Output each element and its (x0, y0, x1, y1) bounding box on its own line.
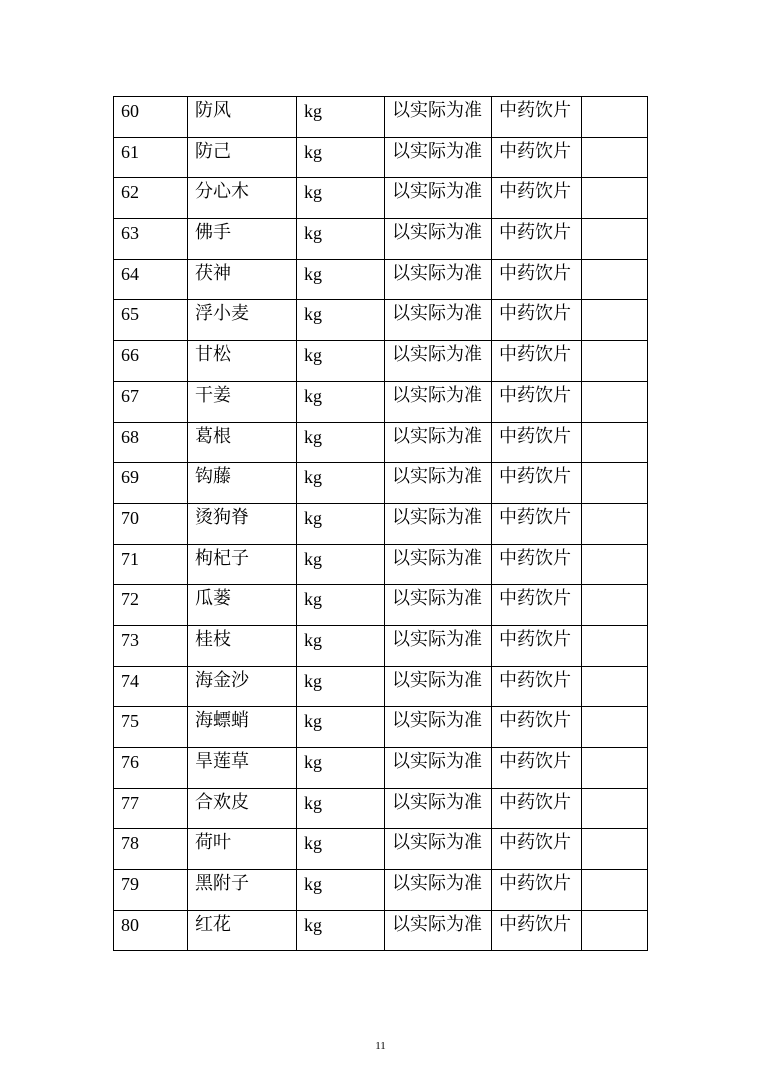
row-number-cell: 69 (114, 463, 188, 504)
remark-cell (582, 585, 648, 626)
herb-name-cell: 防风 (188, 97, 297, 138)
herb-name-cell: 荷叶 (188, 829, 297, 870)
row-number-cell: 68 (114, 422, 188, 463)
category-cell: 中药饮片 (492, 544, 582, 585)
price-cell: 以实际为准 (385, 625, 492, 666)
price-cell: 以实际为准 (385, 788, 492, 829)
table-row (114, 97, 648, 138)
herb-name-cell: 甘松 (188, 341, 297, 382)
unit-cell: kg (297, 829, 385, 870)
table-row (114, 585, 648, 626)
price-cell: 以实际为准 (385, 219, 492, 260)
table-row (114, 137, 648, 178)
price-cell: 以实际为准 (385, 910, 492, 951)
row-number-cell: 67 (114, 381, 188, 422)
remark-cell (582, 341, 648, 382)
herb-name-cell: 海螵蛸 (188, 707, 297, 748)
remark-cell (582, 829, 648, 870)
price-cell: 以实际为准 (385, 300, 492, 341)
table-row (114, 219, 648, 260)
row-number-cell: 61 (114, 137, 188, 178)
unit-cell: kg (297, 341, 385, 382)
price-cell: 以实际为准 (385, 585, 492, 626)
category-cell: 中药饮片 (492, 178, 582, 219)
herb-name-cell: 合欢皮 (188, 788, 297, 829)
remark-cell (582, 178, 648, 219)
row-number-cell: 79 (114, 870, 188, 911)
table-row (114, 707, 648, 748)
table-row (114, 829, 648, 870)
herb-name-cell: 红花 (188, 910, 297, 951)
category-cell: 中药饮片 (492, 585, 582, 626)
row-number-cell: 75 (114, 707, 188, 748)
price-cell: 以实际为准 (385, 137, 492, 178)
remark-cell (582, 300, 648, 341)
price-cell: 以实际为准 (385, 829, 492, 870)
table-row (114, 870, 648, 911)
remark-cell (582, 625, 648, 666)
category-cell: 中药饮片 (492, 503, 582, 544)
table-row (114, 178, 648, 219)
row-number-cell: 62 (114, 178, 188, 219)
price-cell: 以实际为准 (385, 381, 492, 422)
table-row (114, 422, 648, 463)
herb-price-table (113, 96, 648, 951)
unit-cell: kg (297, 870, 385, 911)
herb-name-cell: 旱莲草 (188, 748, 297, 789)
table-row (114, 463, 648, 504)
remark-cell (582, 381, 648, 422)
herb-name-cell: 枸杞子 (188, 544, 297, 585)
unit-cell: kg (297, 137, 385, 178)
row-number-cell: 65 (114, 300, 188, 341)
unit-cell: kg (297, 300, 385, 341)
unit-cell: kg (297, 707, 385, 748)
herb-name-cell: 钩藤 (188, 463, 297, 504)
unit-cell: kg (297, 625, 385, 666)
table-row (114, 341, 648, 382)
category-cell: 中药饮片 (492, 300, 582, 341)
remark-cell (582, 666, 648, 707)
row-number-cell: 74 (114, 666, 188, 707)
price-cell: 以实际为准 (385, 259, 492, 300)
herb-name-cell: 瓜蒌 (188, 585, 297, 626)
herb-name-cell: 分心木 (188, 178, 297, 219)
category-cell: 中药饮片 (492, 666, 582, 707)
price-cell: 以实际为准 (385, 870, 492, 911)
price-cell: 以实际为准 (385, 178, 492, 219)
category-cell: 中药饮片 (492, 707, 582, 748)
price-cell: 以实际为准 (385, 463, 492, 504)
table-row (114, 788, 648, 829)
remark-cell (582, 870, 648, 911)
row-number-cell: 71 (114, 544, 188, 585)
price-cell: 以实际为准 (385, 748, 492, 789)
category-cell: 中药饮片 (492, 137, 582, 178)
unit-cell: kg (297, 219, 385, 260)
category-cell: 中药饮片 (492, 910, 582, 951)
unit-cell: kg (297, 503, 385, 544)
table-row (114, 381, 648, 422)
category-cell: 中药饮片 (492, 625, 582, 666)
table-row (114, 259, 648, 300)
remark-cell (582, 422, 648, 463)
price-cell: 以实际为准 (385, 341, 492, 382)
unit-cell: kg (297, 748, 385, 789)
row-number-cell: 80 (114, 910, 188, 951)
row-number-cell: 72 (114, 585, 188, 626)
herb-name-cell: 茯神 (188, 259, 297, 300)
category-cell: 中药饮片 (492, 788, 582, 829)
category-cell: 中药饮片 (492, 259, 582, 300)
table-row (114, 748, 648, 789)
row-number-cell: 63 (114, 219, 188, 260)
unit-cell: kg (297, 544, 385, 585)
price-cell: 以实际为准 (385, 422, 492, 463)
row-number-cell: 70 (114, 503, 188, 544)
category-cell: 中药饮片 (492, 341, 582, 382)
remark-cell (582, 219, 648, 260)
herb-name-cell: 防己 (188, 137, 297, 178)
unit-cell: kg (297, 585, 385, 626)
unit-cell: kg (297, 259, 385, 300)
remark-cell (582, 788, 648, 829)
remark-cell (582, 463, 648, 504)
row-number-cell: 60 (114, 97, 188, 138)
price-cell: 以实际为准 (385, 707, 492, 748)
remark-cell (582, 707, 648, 748)
remark-cell (582, 97, 648, 138)
row-number-cell: 66 (114, 341, 188, 382)
category-cell: 中药饮片 (492, 829, 582, 870)
price-cell: 以实际为准 (385, 97, 492, 138)
price-cell: 以实际为准 (385, 666, 492, 707)
row-number-cell: 76 (114, 748, 188, 789)
price-cell: 以实际为准 (385, 544, 492, 585)
table-body (114, 97, 648, 951)
remark-cell (582, 748, 648, 789)
category-cell: 中药饮片 (492, 97, 582, 138)
category-cell: 中药饮片 (492, 748, 582, 789)
herb-name-cell: 海金沙 (188, 666, 297, 707)
remark-cell (582, 910, 648, 951)
price-cell: 以实际为准 (385, 503, 492, 544)
unit-cell: kg (297, 788, 385, 829)
category-cell: 中药饮片 (492, 870, 582, 911)
table-row (114, 625, 648, 666)
table-row (114, 666, 648, 707)
category-cell: 中药饮片 (492, 219, 582, 260)
table-row (114, 300, 648, 341)
unit-cell: kg (297, 381, 385, 422)
unit-cell: kg (297, 178, 385, 219)
category-cell: 中药饮片 (492, 381, 582, 422)
table-row (114, 910, 648, 951)
herb-name-cell: 干姜 (188, 381, 297, 422)
row-number-cell: 73 (114, 625, 188, 666)
category-cell: 中药饮片 (492, 422, 582, 463)
herb-name-cell: 葛根 (188, 422, 297, 463)
herb-name-cell: 浮小麦 (188, 300, 297, 341)
table-row (114, 544, 648, 585)
row-number-cell: 78 (114, 829, 188, 870)
unit-cell: kg (297, 422, 385, 463)
unit-cell: kg (297, 97, 385, 138)
unit-cell: kg (297, 666, 385, 707)
herb-name-cell: 佛手 (188, 219, 297, 260)
unit-cell: kg (297, 463, 385, 504)
table-row (114, 503, 648, 544)
category-cell: 中药饮片 (492, 463, 582, 504)
remark-cell (582, 259, 648, 300)
herb-name-cell: 烫狗脊 (188, 503, 297, 544)
remark-cell (582, 544, 648, 585)
row-number-cell: 64 (114, 259, 188, 300)
herb-name-cell: 黑附子 (188, 870, 297, 911)
unit-cell: kg (297, 910, 385, 951)
remark-cell (582, 137, 648, 178)
row-number-cell: 77 (114, 788, 188, 829)
herb-name-cell: 桂枝 (188, 625, 297, 666)
remark-cell (582, 503, 648, 544)
page-number: 11 (375, 1040, 386, 1052)
